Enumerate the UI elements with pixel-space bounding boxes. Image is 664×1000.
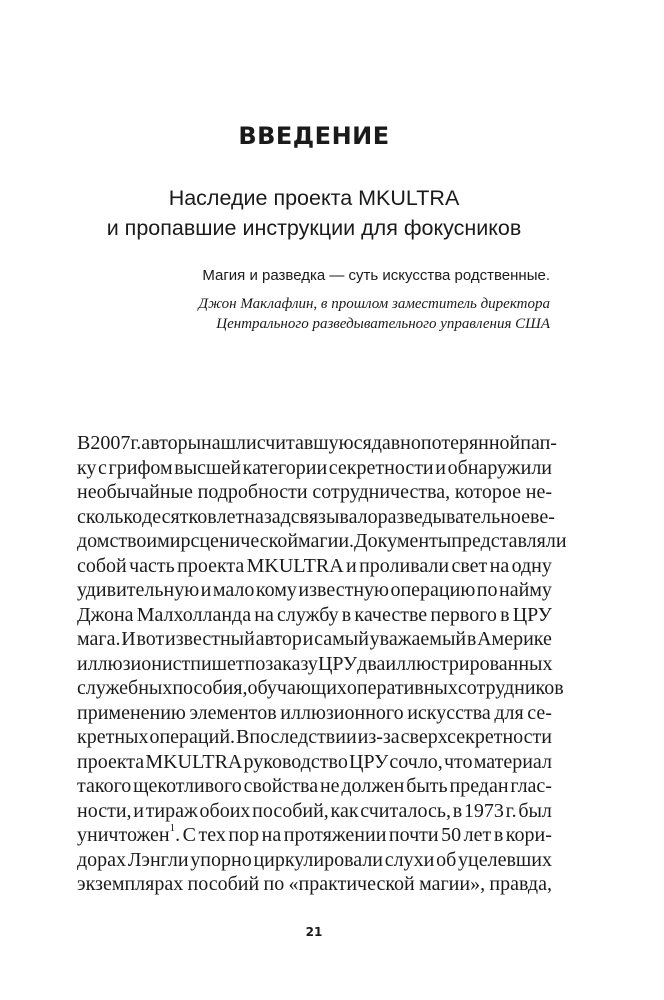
epigraph-author-line: Центрального разведывательного управления США xyxy=(216,316,550,332)
body-text-line: экземплярах пособий по «практической магии», правда, xyxy=(77,873,552,895)
footnote-marker[interactable]: 1 xyxy=(169,822,176,835)
body-text-line: В 2007 г. авторы нашли считавшуюся давно потерянной пап- xyxy=(77,432,557,454)
body-text-line: ку с грифом высшей категории секретности и обнаружили xyxy=(77,456,552,479)
body-text-line: домство и мир сценической магии. Документы представляли xyxy=(77,530,567,552)
page-number: 21 xyxy=(305,925,323,939)
body-text-line: сколько десятков лет назад связывало разведывательное ве- xyxy=(77,505,555,528)
body-text-line: уничтожен$^1$. С тех пор на протяжении почти 50 лет в кори- xyxy=(77,822,552,846)
epigraph-author-line: Джон Маклафлин, в прошлом заместитель директора xyxy=(198,296,550,312)
body-text-line: мага. И вот известный автор и самый уважаемый в Америке xyxy=(77,628,552,650)
body-paragraph xyxy=(77,431,567,897)
body-text-line: кретных операций. Впоследствии из-за сверхсекретности xyxy=(77,726,552,748)
subtitle-line: Наследие проекта MKULTRA xyxy=(168,186,460,210)
body-text-line: необычайные подробности сотрудничества, которое не- xyxy=(77,481,552,503)
body-text-line: такого щекотливого свойства не должен быть предан глас- xyxy=(77,775,552,797)
epigraph-quote: Магия и разведка — суть искусства родственные. xyxy=(202,267,550,284)
body-text-line: ности, и тираж обоих пособий, как считалось, в 1973 г. был xyxy=(77,799,552,822)
body-text-line: служебных пособия, обучающих оперативных сотрудников xyxy=(77,677,564,699)
epigraph-author xyxy=(199,294,550,334)
body-text-line: проекта MKULTRA руководство ЦРУ сочло, что материал xyxy=(77,750,552,773)
body-text-line: удивительную и мало кому известную операцию по найму xyxy=(77,579,552,601)
body-text-line: собой часть проекта MKULTRA и проливали свет на одну xyxy=(77,554,552,577)
chapter-title: ВВЕДЕНИЕ xyxy=(238,122,390,150)
body-text-line: применению элементов иллюзионного искусства для се- xyxy=(77,701,552,724)
epigraph xyxy=(199,266,550,334)
body-text-line: Джона Малхолланда на службу в качестве первого в ЦРУ xyxy=(77,603,552,626)
chapter-subtitle xyxy=(0,183,628,243)
body-text-line: дорах Лэнгли упорно циркулировали слухи об уцелевших xyxy=(77,848,552,871)
body-text-line: иллюзионист пишет по заказу ЦРУ два иллюстрированных xyxy=(77,652,553,675)
subtitle-line: и пропавшие инструкции для фокусников xyxy=(106,216,522,240)
